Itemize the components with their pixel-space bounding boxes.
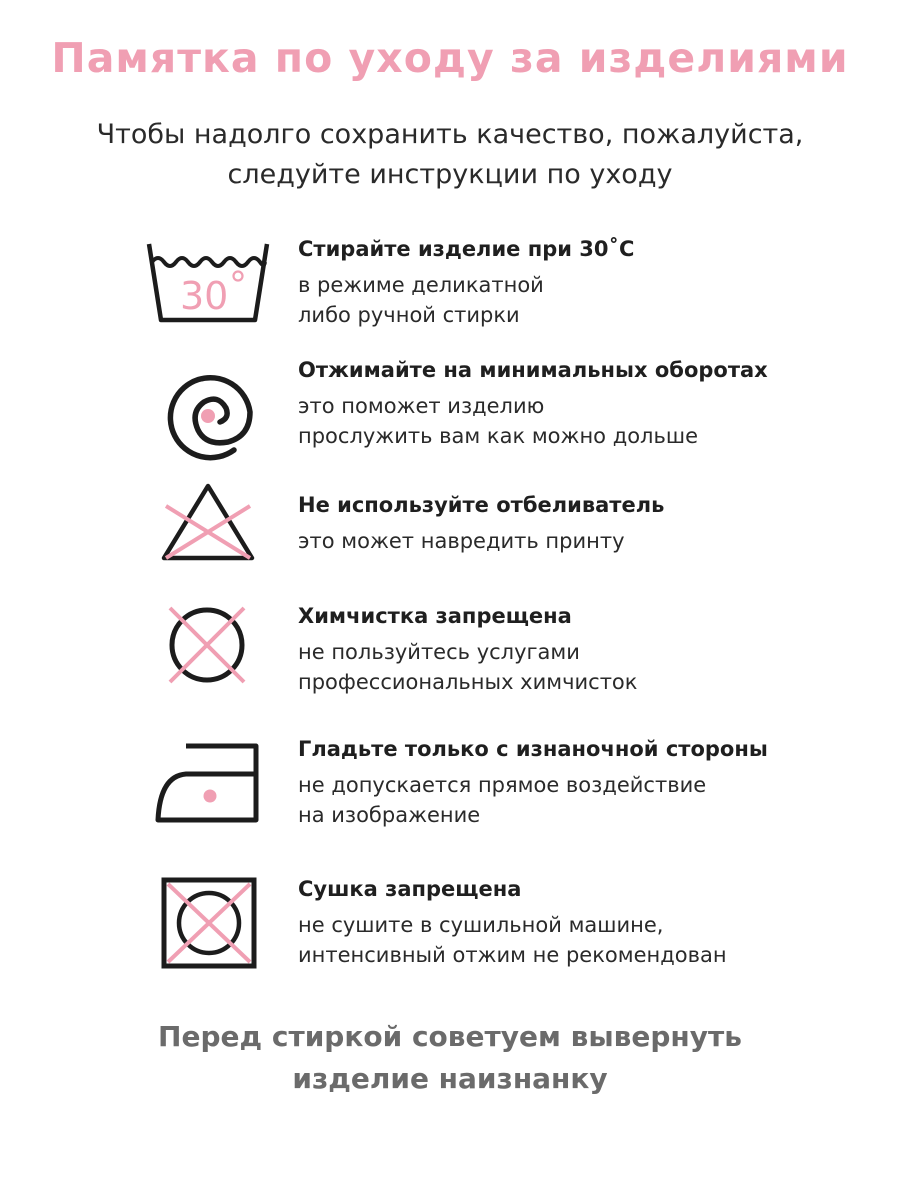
care-item-heading: Отжимайте на минимальных оборотах — [298, 358, 768, 382]
wash-temperature-label: 30 — [180, 274, 229, 318]
care-item-bleach — [298, 490, 878, 556]
care-item-heading: Химчистка запрещена — [298, 604, 572, 628]
care-item-spin — [298, 355, 878, 451]
footer-tip — [0, 1016, 900, 1100]
spin-icon — [162, 362, 254, 454]
care-item-text: это поможет изделию — [298, 394, 545, 418]
no-bleach-icon — [160, 482, 256, 562]
care-item-text: прослужить вам как можно дольше — [298, 424, 698, 448]
page-title: Памятка по уходу за изделиями — [51, 34, 849, 82]
care-item-iron — [298, 734, 878, 830]
care-item-wash — [298, 234, 878, 330]
care-item-text: либо ручной стирки — [298, 303, 520, 327]
footer-line-1: Перед стиркой советуем вывернуть — [158, 1020, 742, 1053]
care-item-text: это может навредить принту — [298, 529, 625, 553]
care-item-text: интенсивный отжим не рекомендован — [298, 943, 727, 967]
care-item-tumble-dry — [298, 874, 878, 970]
subtitle — [0, 115, 900, 195]
care-item-heading: Гладьте только с изнаночной стороны — [298, 737, 768, 761]
iron-icon — [152, 740, 264, 824]
care-item-dry-clean — [298, 601, 878, 697]
care-item-heading: Стирайте изделие при 30˚С — [298, 237, 635, 261]
subtitle-line-1: Чтобы надолго сохранить качество, пожалуйста, — [96, 119, 804, 150]
footer-line-2: изделие наизнанку — [292, 1062, 608, 1095]
care-item-heading: Не используйте отбеливатель — [298, 493, 665, 517]
care-item-text: не пользуйтесь услугами — [298, 640, 580, 664]
care-item-heading: Сушка запрещена — [298, 877, 522, 901]
care-item-text: не сушите в сушильной машине, — [298, 913, 664, 937]
no-dry-clean-icon — [164, 602, 250, 688]
care-item-text: не допускается прямое воздействие — [298, 773, 707, 797]
wash-30-icon — [146, 240, 270, 324]
care-item-text: профессиональных химчисток — [298, 670, 638, 694]
care-item-text: на изображение — [298, 803, 481, 827]
no-tumble-dry-icon — [160, 876, 258, 970]
care-item-text: в режиме деликатной — [298, 273, 544, 297]
subtitle-line-2: следуйте инструкции по уходу — [227, 159, 673, 190]
